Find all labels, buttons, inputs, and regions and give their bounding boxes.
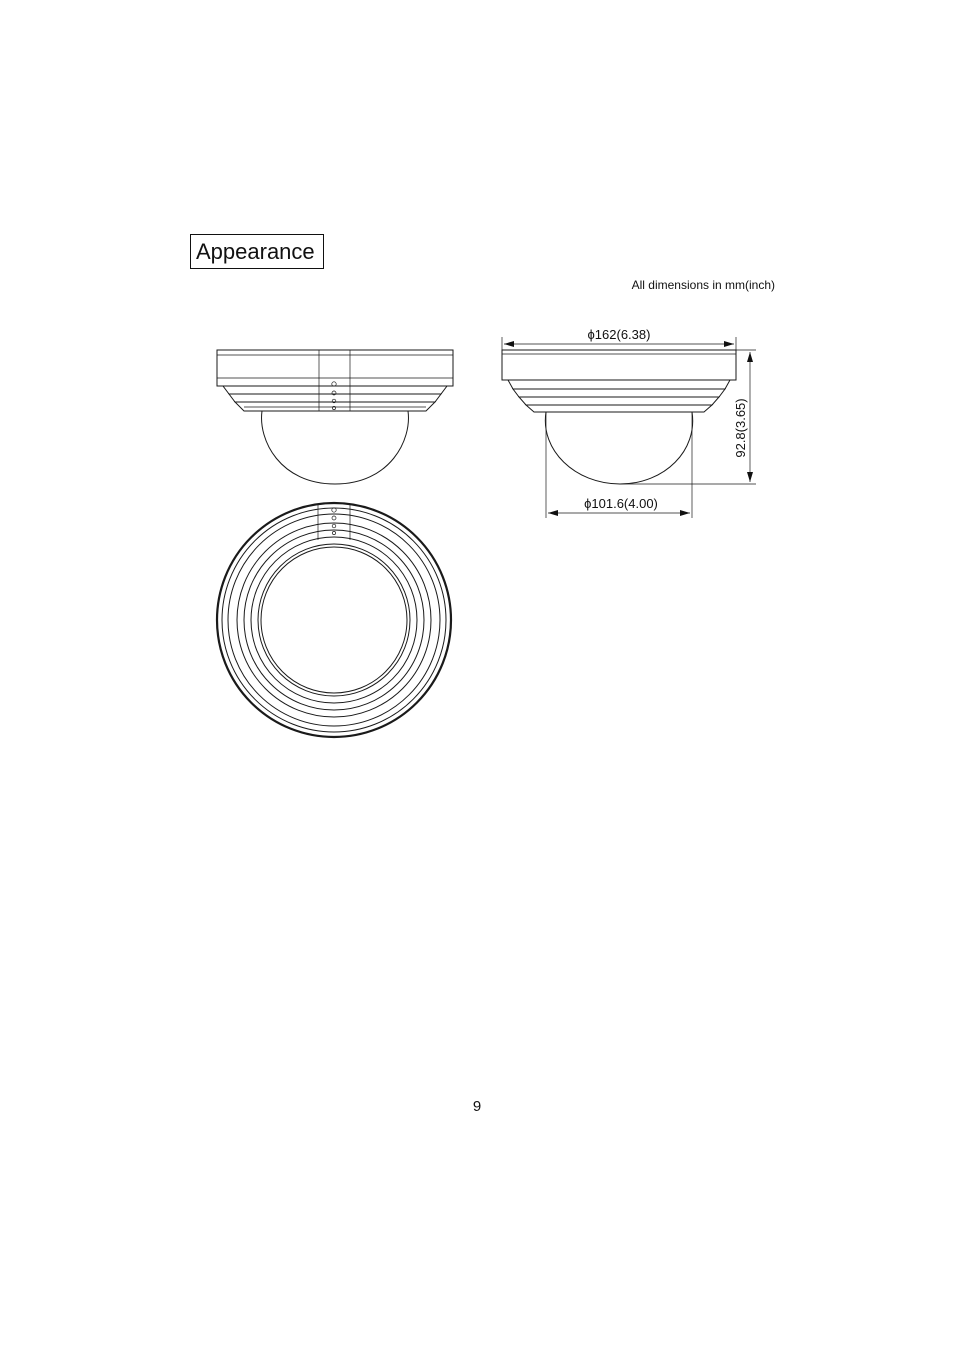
section-title: Appearance — [190, 234, 324, 269]
page-number: 9 — [472, 1098, 482, 1115]
bottom-view — [217, 503, 451, 737]
dimensions-note: All dimensions in mm(inch) — [631, 278, 775, 292]
side-view-with-leds — [217, 350, 453, 484]
overall-diameter-label: ϕ162(6.38) — [587, 327, 651, 342]
height-label: 92.8(3.65) — [733, 398, 748, 458]
side-view-dimensioned — [502, 327, 756, 518]
dome-diameter-label: ϕ101.6(4.00) — [584, 496, 658, 511]
